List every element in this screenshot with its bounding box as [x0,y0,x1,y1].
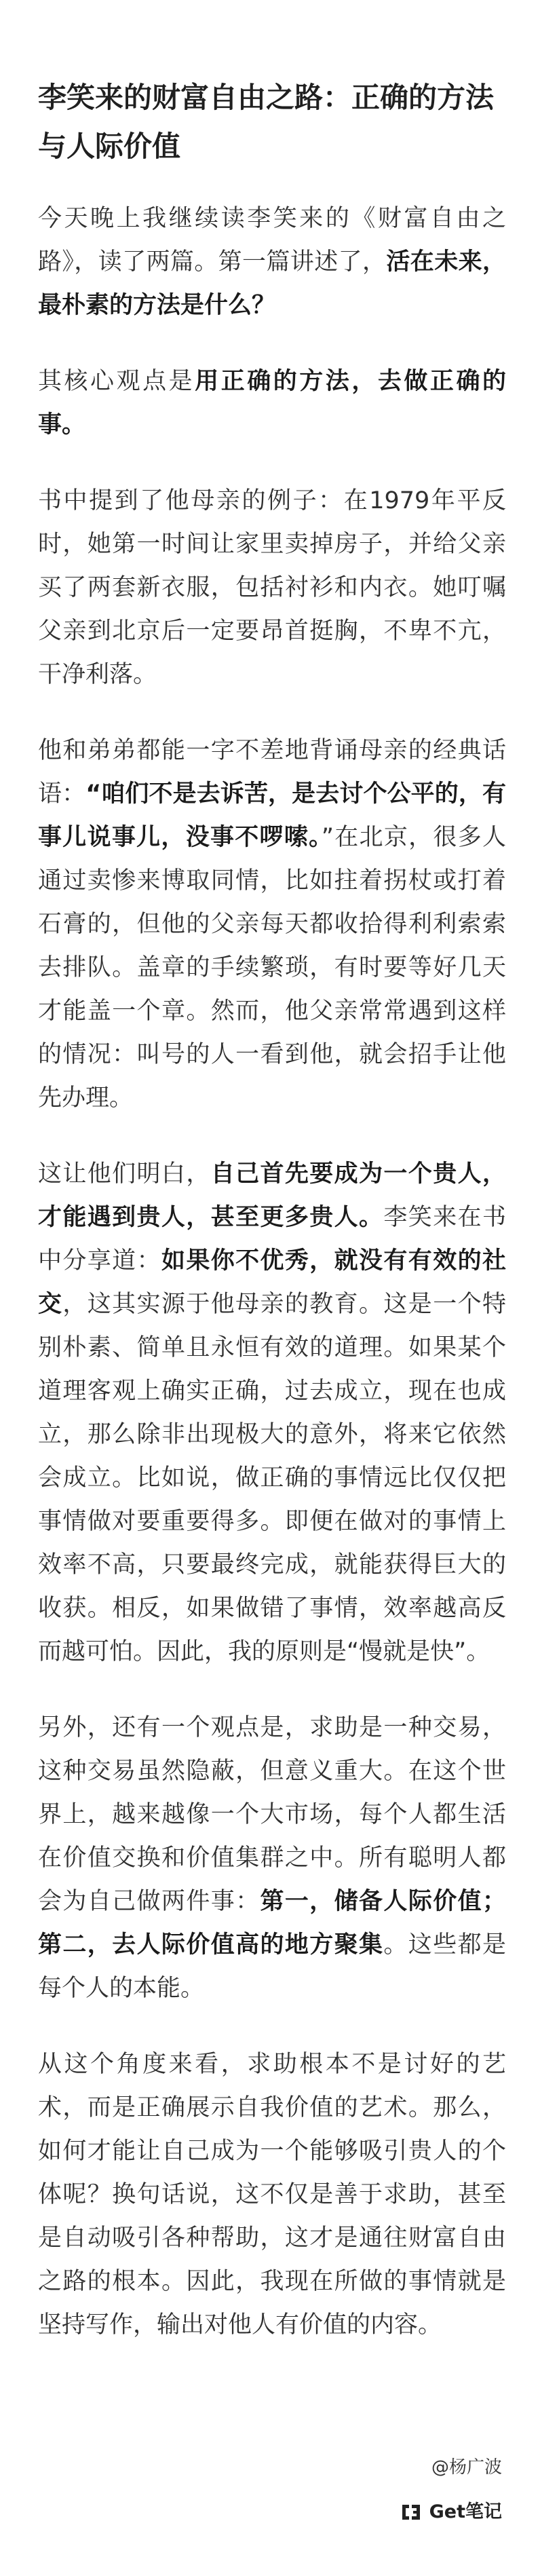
paragraph-text: 这让他们明白， [38,1160,211,1188]
article-paragraph [38,197,506,327]
paragraph-text: 书中提到了他母亲的例子：在1979年平反时，她第一时间让家里卖掉房子，并给父亲买了两套新衣服，包括衬衫和内衣。她叮嘱父亲到北京后一定要昂首挺胸，不卑不亢，干净利落。 [38,487,506,688]
paragraph-text: 。这些都是每个人的本能。 [38,1931,506,2002]
article-paragraph [38,1152,506,1673]
emphasized-text: 活在未来，最朴素的方法是什么？ [38,248,506,319]
paragraph-text: 今天晚上我继续读李笑来的《财富自由之路》，读了两篇。第一篇讲述了， [38,205,506,276]
paragraph-text: 从这个角度来看，求助根本不是讨好的艺术，而是正确展示自我价值的艺术。那么，如何才能让自己成为一个能够吸引贵人的个体呢？换句话说，这不仅是善于求助，甚至是自动吸引各种帮助，这才是通往财富自由之路的根本。因此，我现在所做的事情就是坚持写作，输出对他人有价值的内容。 [38,2051,506,2338]
article-paragraph [38,479,506,696]
emphasized-text: 第一，储备人际价值；第二，去人际价值高的地方聚集 [38,1888,506,1958]
get-notes-logo-icon [400,2502,423,2522]
article-paragraph [38,360,506,447]
author-signature: @杨广波 [431,2457,502,2478]
paragraph-text: 另外，还有一个观点是，求助是一种交易，这种交易虽然隐蔽，但意义重大。在这个世界上，越来越像一个大市场，每个人都生活在价值交换和价值集群之中。所有聪明人都会为自己做两件事： [38,1714,506,1915]
paragraph-text: ，这其实源于他母亲的教育。这是一个特别朴素、简单且永恒有效的道理。如果某个道理客观上确实正确，过去成立，现在也成立，那么除非出现极大的意外，将来它依然会成立。比如说，做正确的事情远比仅仅把事情做对要重要得多。即便在做对的事情上效率不高，只要最终完成，就能获得巨大的收获。相反，如果做错了事情，效率越高反而越可怕。因此，我的原则是“慢就是快”。 [38,1291,506,1665]
paragraph-text: ”在北京，很多人通过卖惨来博取同情，比如拄着拐杖或打着石膏的，但他的父亲每天都收拾得利利索索去排队。盖章的手续繁琐，有时要等好几天才能盖一个章。然而，他父亲常常遇到这样的情况：叫号的人一看到他，就会招手让他先办理。 [38,824,506,1112]
brand-name: Get笔记 [429,2501,502,2522]
article-body [38,197,506,2379]
paragraph-text: 其核心观点是 [38,368,195,395]
emphasized-text: “咱们不是去诉苦，是去讨个公平的，有事儿说事儿，没事不啰嗦。 [38,780,506,851]
article-title: 李笑来的财富自由之路：正确的方法与人际价值 [38,81,495,163]
paragraph-text: 他和弟弟都能一字不差地背诵母亲的经典话语： [38,737,506,808]
paragraph-text: 李笑来在书中分享道： [38,1204,506,1274]
emphasized-text: 自己首先要成为一个贵人，才能遇到贵人，甚至更多贵人。 [38,1160,506,1231]
article-paragraph [38,729,506,1120]
emphasized-text: 如果你不优秀，就没有有效的社交 [38,1247,506,1318]
emphasized-text: 用正确的方法，去做正确的事。 [38,368,506,438]
article-paragraph [38,1706,506,2010]
brand-watermark [400,2500,502,2524]
article-paragraph [38,2043,506,2347]
